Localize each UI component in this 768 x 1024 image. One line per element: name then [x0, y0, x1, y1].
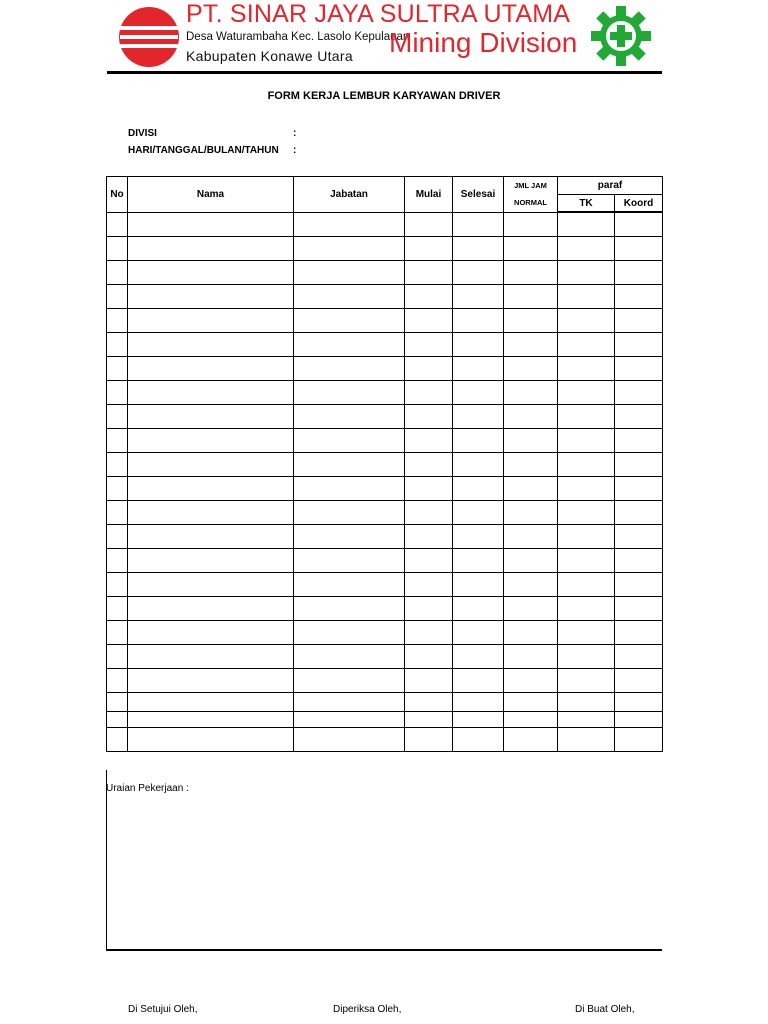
table-row	[107, 357, 663, 381]
table-cell[interactable]	[405, 477, 453, 501]
table-cell[interactable]	[294, 381, 405, 405]
form-title: FORM KERJA LEMBUR KARYAWAN DRIVER	[267, 90, 501, 102]
table-cell[interactable]	[615, 429, 663, 453]
col-no-header: No	[107, 177, 128, 213]
table-row	[107, 405, 663, 429]
table-cell[interactable]	[615, 237, 663, 261]
col-tk-header: TK	[558, 195, 615, 213]
table-cell[interactable]	[504, 525, 558, 549]
table-cell[interactable]	[405, 525, 453, 549]
signature-checked: Diperiksa Oleh,	[333, 1004, 402, 1015]
table-cell[interactable]	[107, 477, 128, 501]
table-row	[107, 669, 663, 693]
table-cell[interactable]	[128, 669, 294, 693]
table-cell[interactable]	[405, 285, 453, 309]
table-cell[interactable]	[405, 728, 453, 752]
table-cell[interactable]	[504, 477, 558, 501]
col-mulai-header: Mulai	[405, 177, 453, 213]
table-cell[interactable]	[558, 669, 615, 693]
table-cell[interactable]	[558, 237, 615, 261]
table-cell[interactable]	[107, 669, 128, 693]
table-row	[107, 285, 663, 309]
table-cell[interactable]	[558, 549, 615, 573]
table-cell[interactable]	[294, 429, 405, 453]
table-cell[interactable]	[294, 453, 405, 477]
table-cell[interactable]	[107, 693, 128, 712]
table-cell[interactable]	[504, 621, 558, 645]
table-cell[interactable]	[107, 212, 128, 237]
table-row	[107, 212, 663, 237]
table-cell[interactable]	[615, 261, 663, 285]
table-row	[107, 597, 663, 621]
table-cell[interactable]	[453, 501, 504, 525]
table-row	[107, 453, 663, 477]
table-cell[interactable]	[107, 309, 128, 333]
table-cell[interactable]	[107, 621, 128, 645]
signature-made: Di Buat Oleh,	[575, 1004, 635, 1015]
table-cell[interactable]	[558, 712, 615, 728]
table-cell[interactable]	[294, 525, 405, 549]
company-name: PT. SINAR JAYA SULTRA UTAMA	[186, 0, 571, 28]
overtime-table	[106, 176, 663, 752]
table-cell[interactable]	[294, 728, 405, 752]
table-cell[interactable]	[615, 453, 663, 477]
table-row	[107, 621, 663, 645]
table-cell[interactable]	[128, 621, 294, 645]
table-row	[107, 261, 663, 285]
header-divider	[107, 71, 662, 74]
uraian-label: Uraian Pekerjaan :	[106, 783, 189, 794]
table-cell[interactable]	[453, 453, 504, 477]
jml-jam-line2: NORMAL	[514, 198, 547, 208]
table-cell[interactable]	[558, 693, 615, 712]
table-cell[interactable]	[128, 597, 294, 621]
table-cell[interactable]	[294, 309, 405, 333]
field-date-colon: :	[293, 145, 297, 156]
table-cell[interactable]	[558, 501, 615, 525]
uraian-box[interactable]	[106, 770, 662, 951]
table-row	[107, 309, 663, 333]
table-cell[interactable]	[107, 237, 128, 261]
table-cell[interactable]	[453, 429, 504, 453]
table-row	[107, 728, 663, 752]
table-cell[interactable]	[504, 212, 558, 237]
table-cell[interactable]	[107, 728, 128, 752]
table-cell[interactable]	[453, 309, 504, 333]
table-cell[interactable]	[504, 237, 558, 261]
company-address: Desa Waturambaha Kec. Lasolo Kepulauan	[186, 31, 410, 43]
table-cell[interactable]	[453, 405, 504, 429]
table-cell[interactable]	[504, 712, 558, 728]
table-cell[interactable]	[405, 645, 453, 669]
table-row	[107, 501, 663, 525]
table-cell[interactable]	[504, 693, 558, 712]
table-cell[interactable]	[453, 621, 504, 645]
table-cell[interactable]	[453, 261, 504, 285]
table-cell[interactable]	[405, 501, 453, 525]
table-row	[107, 477, 663, 501]
table-cell[interactable]	[615, 573, 663, 597]
table-cell[interactable]	[405, 549, 453, 573]
table-cell[interactable]	[405, 621, 453, 645]
table-cell[interactable]	[107, 285, 128, 309]
table-cell[interactable]	[615, 525, 663, 549]
table-cell[interactable]	[504, 501, 558, 525]
table-cell[interactable]	[294, 501, 405, 525]
table-cell[interactable]	[294, 237, 405, 261]
table-cell[interactable]	[453, 525, 504, 549]
table-row	[107, 333, 663, 357]
table-cell[interactable]	[405, 357, 453, 381]
table-cell[interactable]	[107, 333, 128, 357]
table-cell[interactable]	[504, 405, 558, 429]
table-cell[interactable]	[453, 549, 504, 573]
table-row	[107, 429, 663, 453]
table-cell[interactable]	[128, 525, 294, 549]
table-cell[interactable]	[615, 357, 663, 381]
table-cell[interactable]	[294, 549, 405, 573]
table-cell[interactable]	[615, 405, 663, 429]
table-cell[interactable]	[128, 477, 294, 501]
table-cell[interactable]	[558, 573, 615, 597]
table-cell[interactable]	[453, 285, 504, 309]
table-cell[interactable]	[453, 381, 504, 405]
table-cell[interactable]	[107, 381, 128, 405]
table-cell[interactable]	[558, 212, 615, 237]
table-cell[interactable]	[615, 381, 663, 405]
table-cell[interactable]	[294, 477, 405, 501]
table-cell[interactable]	[405, 453, 453, 477]
table-row	[107, 645, 663, 669]
division-name: Mining Division	[389, 27, 578, 58]
table-cell[interactable]	[405, 212, 453, 237]
table-cell[interactable]	[615, 309, 663, 333]
company-logo-icon	[118, 6, 180, 68]
table-cell[interactable]	[504, 549, 558, 573]
table-cell[interactable]	[405, 712, 453, 728]
company-regency: Kabupaten Konawe Utara	[186, 48, 353, 64]
table-cell[interactable]	[294, 621, 405, 645]
table-cell[interactable]	[405, 381, 453, 405]
table-cell[interactable]	[128, 728, 294, 752]
table-cell[interactable]	[128, 573, 294, 597]
table-cell[interactable]	[615, 693, 663, 712]
table-cell[interactable]	[294, 333, 405, 357]
table-cell[interactable]	[615, 597, 663, 621]
table-cell[interactable]	[107, 261, 128, 285]
table-cell[interactable]	[504, 453, 558, 477]
table-cell[interactable]	[128, 333, 294, 357]
table-cell[interactable]	[453, 669, 504, 693]
table-cell[interactable]	[558, 621, 615, 645]
table-cell[interactable]	[294, 573, 405, 597]
table-cell[interactable]	[128, 285, 294, 309]
table-row	[107, 237, 663, 261]
table-cell[interactable]	[107, 712, 128, 728]
table-cell[interactable]	[294, 405, 405, 429]
table-cell[interactable]	[558, 261, 615, 285]
table-cell[interactable]	[504, 381, 558, 405]
table-cell[interactable]	[453, 212, 504, 237]
table-cell[interactable]	[294, 597, 405, 621]
col-jabatan-header: Jabatan	[294, 177, 405, 213]
table-cell[interactable]	[558, 453, 615, 477]
table-body	[107, 212, 663, 752]
table-cell[interactable]	[453, 477, 504, 501]
table-cell[interactable]	[558, 597, 615, 621]
table-cell[interactable]	[453, 693, 504, 712]
jml-jam-line1: JML JAM	[514, 181, 547, 191]
table-cell[interactable]	[558, 357, 615, 381]
table-cell[interactable]	[107, 405, 128, 429]
table-cell[interactable]	[107, 429, 128, 453]
table-cell[interactable]	[504, 573, 558, 597]
table-cell[interactable]	[107, 453, 128, 477]
table-cell[interactable]	[107, 501, 128, 525]
table-cell[interactable]	[615, 645, 663, 669]
table-cell[interactable]	[128, 501, 294, 525]
table-cell[interactable]	[128, 453, 294, 477]
table-cell[interactable]	[558, 309, 615, 333]
table-cell[interactable]	[107, 549, 128, 573]
table-cell[interactable]	[107, 525, 128, 549]
table-cell[interactable]	[615, 212, 663, 237]
table-cell[interactable]	[504, 333, 558, 357]
table-cell[interactable]	[615, 669, 663, 693]
table-cell[interactable]	[128, 693, 294, 712]
table-cell[interactable]	[615, 477, 663, 501]
table-cell[interactable]	[128, 212, 294, 237]
table-cell[interactable]	[405, 693, 453, 712]
field-divisi-label: DIVISI	[128, 128, 157, 139]
table-cell[interactable]	[405, 669, 453, 693]
table-cell[interactable]	[128, 712, 294, 728]
table-cell[interactable]	[558, 728, 615, 752]
table-cell[interactable]	[294, 645, 405, 669]
table-cell[interactable]	[453, 597, 504, 621]
table-cell[interactable]	[558, 429, 615, 453]
table-cell[interactable]	[405, 261, 453, 285]
table-row	[107, 381, 663, 405]
table-cell[interactable]	[294, 693, 405, 712]
field-divisi-colon: :	[293, 128, 297, 139]
table-cell[interactable]	[128, 261, 294, 285]
table-cell[interactable]	[615, 712, 663, 728]
table-cell[interactable]	[128, 381, 294, 405]
table-cell[interactable]	[405, 237, 453, 261]
table-cell[interactable]	[405, 333, 453, 357]
table-cell[interactable]	[405, 573, 453, 597]
table-cell[interactable]	[453, 728, 504, 752]
table-cell[interactable]	[405, 309, 453, 333]
table-cell[interactable]	[504, 357, 558, 381]
table-cell[interactable]	[294, 669, 405, 693]
table-cell[interactable]	[615, 728, 663, 752]
table-cell[interactable]	[128, 405, 294, 429]
table-cell[interactable]	[128, 429, 294, 453]
table-cell[interactable]	[294, 712, 405, 728]
table-cell[interactable]	[615, 285, 663, 309]
table-row	[107, 549, 663, 573]
table-cell[interactable]	[453, 573, 504, 597]
table-row	[107, 525, 663, 549]
table-cell[interactable]	[504, 309, 558, 333]
table-cell[interactable]	[504, 261, 558, 285]
table-cell[interactable]	[558, 645, 615, 669]
table-cell[interactable]	[128, 645, 294, 669]
table-cell[interactable]	[107, 573, 128, 597]
gear-cross-icon	[590, 5, 652, 67]
table-cell[interactable]	[107, 645, 128, 669]
table-cell[interactable]	[128, 309, 294, 333]
table-cell[interactable]	[128, 237, 294, 261]
col-jml-jam-header	[504, 177, 558, 213]
table-cell[interactable]	[504, 645, 558, 669]
table-cell[interactable]	[504, 728, 558, 752]
table-cell[interactable]	[294, 261, 405, 285]
table-cell[interactable]	[128, 357, 294, 381]
table-cell[interactable]	[453, 645, 504, 669]
table-cell[interactable]	[107, 597, 128, 621]
table-cell[interactable]	[294, 357, 405, 381]
table-cell[interactable]	[405, 429, 453, 453]
field-date-label: HARI/TANGGAL/BULAN/TAHUN	[128, 145, 279, 156]
col-paraf-header: paraf	[558, 177, 663, 195]
col-selesai-header: Selesai	[453, 177, 504, 213]
table-cell[interactable]	[558, 525, 615, 549]
col-nama-header: Nama	[128, 177, 294, 213]
table-cell[interactable]	[615, 501, 663, 525]
table-cell[interactable]	[615, 333, 663, 357]
table-row	[107, 693, 663, 712]
table-cell[interactable]	[558, 381, 615, 405]
table-cell[interactable]	[453, 237, 504, 261]
table-cell[interactable]	[504, 597, 558, 621]
table-cell[interactable]	[558, 477, 615, 501]
table-cell[interactable]	[453, 333, 504, 357]
table-cell[interactable]	[558, 285, 615, 309]
table-cell[interactable]	[128, 549, 294, 573]
table-cell[interactable]	[405, 597, 453, 621]
table-cell[interactable]	[453, 712, 504, 728]
table-cell[interactable]	[504, 669, 558, 693]
table-cell[interactable]	[453, 357, 504, 381]
table-cell[interactable]	[294, 285, 405, 309]
table-cell[interactable]	[558, 333, 615, 357]
table-cell[interactable]	[294, 212, 405, 237]
table-cell[interactable]	[405, 405, 453, 429]
table-row	[107, 712, 663, 728]
table-row	[107, 573, 663, 597]
table-cell[interactable]	[615, 621, 663, 645]
table-cell[interactable]	[504, 285, 558, 309]
table-cell[interactable]	[504, 429, 558, 453]
col-koord-header: Koord	[615, 195, 663, 213]
table-cell[interactable]	[107, 357, 128, 381]
table-cell[interactable]	[558, 405, 615, 429]
signature-approved: Di Setujui Oleh,	[128, 1004, 198, 1015]
table-cell[interactable]	[615, 549, 663, 573]
